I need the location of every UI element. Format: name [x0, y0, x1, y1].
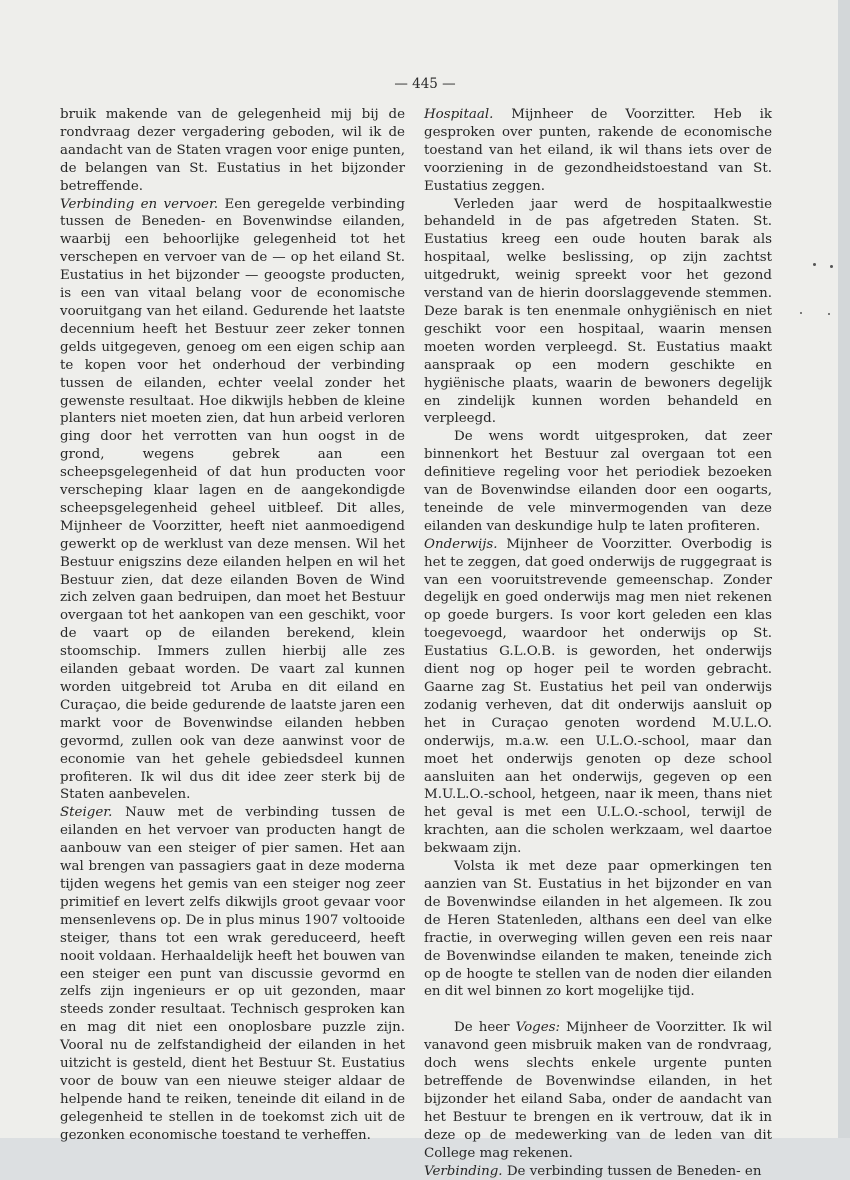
paragraph-text: Nauw met de verbinding tussen de eilanden en het vervoer van producten hangt de aanbouw van een steiger of pier samen. Het aan wal brengen van passagiers gaat in deze moderna tijden wegens het gemis van een steiger nog zeer primitief en levert zelfs dikwijls groot gevaar voor mensenlevens op. De in plus minus 1907 voltooide steiger, thans tot een wrak gereduceerd, heeft nooit voldaan. Herhaaldelijk heeft het bouwen van een steiger een punt van discussie gevormd en zelfs zijn ingenieurs er op uit gezonden, maar steeds zonder resultaat. Technisch gesproken kan en mag dit niet een onoplosbare puzzle zijn. Vooral nu de zelfstandigheid der eilanden in het uitzicht is gesteld, dient het Bestuur St. Eustatius voor de bouw van een nieuwe steiger aldaar de helpende hand te reiken, teneinde dit eiland in de gelegenheid te stellen in de toekomst zich uit de gezonken economische toestand te verheffen.: [60, 805, 405, 1143]
section-heading: Hospitaal.: [424, 107, 494, 122]
paragraph: [424, 1163, 772, 1180]
page-edge: [838, 0, 850, 1138]
paragraph: [424, 106, 772, 196]
scan-dot: [800, 312, 802, 314]
scan-dot: [813, 263, 816, 266]
paragraph-text: De verbinding tussen de Beneden- en: [502, 1163, 762, 1179]
scan-dot: [828, 313, 830, 315]
section-heading: Steiger.: [60, 805, 113, 821]
paragraph-text: Mijnheer de Voorzitter. Overbodig is het te zeggen, dat goed onderwijs de ruggegraat is van een vooruitstrevende gemeenschap. Zonder degelijk en goed onderwijs mag men niet rekenen op goede burgers. Is voor kort geleden een klas toegevoegd, waardoor het onderwijs op St. Eustatius G.L.O.B. is geworden, het onderwijs dient nog op hoger peil te worden gebracht. Gaarne zag St. Eustatius het peil van onderwijs zodanig verheven, dat dit onderwijs aansluit op het in Curaçao genoten wordend M.U.L.O. onderwijs, m.a.w. een U.L.O.-school, maar dan moet het onderwijs genoten op deze school aansluiten aan het onderwijs, gegeven op een M.U.L.O.-school, hetgeen, naar ik meen, thans niet het geval is met een U.L.O.-school, terwijl de krachten, aan die scholen werkzaam, wel daartoe bekwaam zijn.: [424, 536, 772, 857]
paragraph: [424, 1019, 772, 1162]
paragraph: De wens wordt uitgesproken, dat zeer binnenkort het Bestuur zal overgaan tot een definitieve regeling voor het periodiek bezoeken van de Bovenwindse eilanden door een oogarts, teneinde de vele minvermogenden van deze eilanden van deskundige hulp te laten profiteren.: [424, 429, 772, 534]
right-column: [424, 106, 772, 1180]
scan-dot: [830, 265, 833, 268]
paragraph: Verleden jaar werd de hospitaalkwestie behandeld in de pas afgetreden Staten. St. Eustatius kreeg een oude houten barak als hospitaal, welke beslissing, op zijn zachtst uitgedrukt, weinig spreekt voor het gezond verstand van de hierin doorslaggevende stemmen. Deze barak is ten enenmale onhygiënisch en niet geschikt voor een hospitaal, waarin mensen moeten worden verpleegd. St. Eustatius maakt aanspraak op een modern geschikte en hygiënische plaats, waarin de bewoners degelijk en zindelijk kunnen worden behandeld en verpleegd.: [424, 196, 772, 427]
paragraph-text: Een geregelde verbinding tussen de Beneden- en Bovenwindse eilanden, waarbij een behoorlijke gelegenheid tot het verschepen en vervoer van de — op het eiland St. Eustatius in het bijzonder — geoogste producten, is een van vitaal belang voor de economische vooruitgang van het eiland. Gedurende het laatste decennium heeft het Bestuur zeer zeker tonnen gelds uitgegeven, genoeg om een eigen schip aan te kopen voor het onderhoud der verbinding tussen de eilanden, echter veelal zonder het gewenste resultaat. Hoe dikwijls hebben de kleine planters niet moeten zien, dat hun arbeid verloren ging door het verrotten van hun oogst in de grond, wegens gebrek aan een scheepsgelegenheid of dat hun producten voor verscheping klaar lagen en de aangekondigde scheepsgelegenheid geheel uitbleef. Dit alles, Mijnheer de Voorzitter, heeft niet aanmoedigend gewerkt op de werklust van deze mensen. Wil het Bestuur enigszins deze eilanden helpen en wil het Bestuur zien, dat deze eilanden Boven de Wind zich zelven gaan bedruipen, dan moet het Bestuur overgaan tot het aankopen van een geschikt, voor de vaart op de eilanden berekend, klein stoomschip. Immers zullen hierbij alle zes eilanden gebaat worden. De vaart zal kunnen worden uitgebreid tot Aruba en dit eiland en Curaçao, die beide gedurende de laatste jaren een markt voor de Bovenwindse eilanden hebben gevormd, zullen ook van deze aanwinst voor de economie van het gehele gebiedsdeel kunnen profiteren. Ik wil dus dit idee zeer sterk bij de Staten aanbevelen.: [60, 196, 405, 803]
paragraph: Volsta ik met deze paar opmerkingen ten aanzien van St. Eustatius in het bijzonder en van de Bovenwindse eilanden in het algemeen. Ik zou de Heren Statenleden, althans een deel van elke fractie, in overweging willen geven een reis naar de Bovenwindse eilanden te maken, teneinde zich op de hoogte te stellen van de noden dier eilanden en dit wel binnen zo kort mogelijke tijd.: [424, 859, 772, 1000]
paragraph: [60, 804, 405, 1144]
left-column: [60, 106, 405, 1145]
page-number: — 445 —: [394, 76, 456, 92]
section-heading: Verbinding.: [424, 1163, 503, 1179]
section-heading: Verbinding en vervoer.: [60, 196, 219, 212]
paragraph: bruik makende van de gelegenheid mij bij de rondvraag dezer vergadering geboden, wil ik de aandacht van de Staten vragen voor enige punten, de belangen van St. Eustatius in het bijzonder betreffende.: [60, 107, 405, 194]
paragraph-text: Mijnheer de Voorzitter. Ik wil vanavond geen misbruik maken van de rondvraag, doch wens slechts enkele urgente punten betreffende de Bovenwindse eilanden, in het bijzonder het eiland Saba, onder de aandacht van het Bestuur te brengen en ik vertrouw, dat ik in deze op de medewerking van de leden van dit College mag rekenen.: [424, 1020, 772, 1161]
speaker-prefix: De heer: [454, 1020, 516, 1036]
section-heading: Onderwijs.: [424, 536, 498, 552]
paragraph: [60, 196, 405, 805]
speaker-name: Voges:: [515, 1020, 561, 1036]
paragraph-text: Mijnheer de Voorzitter. Heb ik gesproken over punten, rakende de economische toestand van het eiland, ik wil thans iets over de voorziening in de gezondheidstoestand van St. Eustatius zeggen.: [424, 107, 772, 194]
paragraph: [424, 536, 772, 858]
